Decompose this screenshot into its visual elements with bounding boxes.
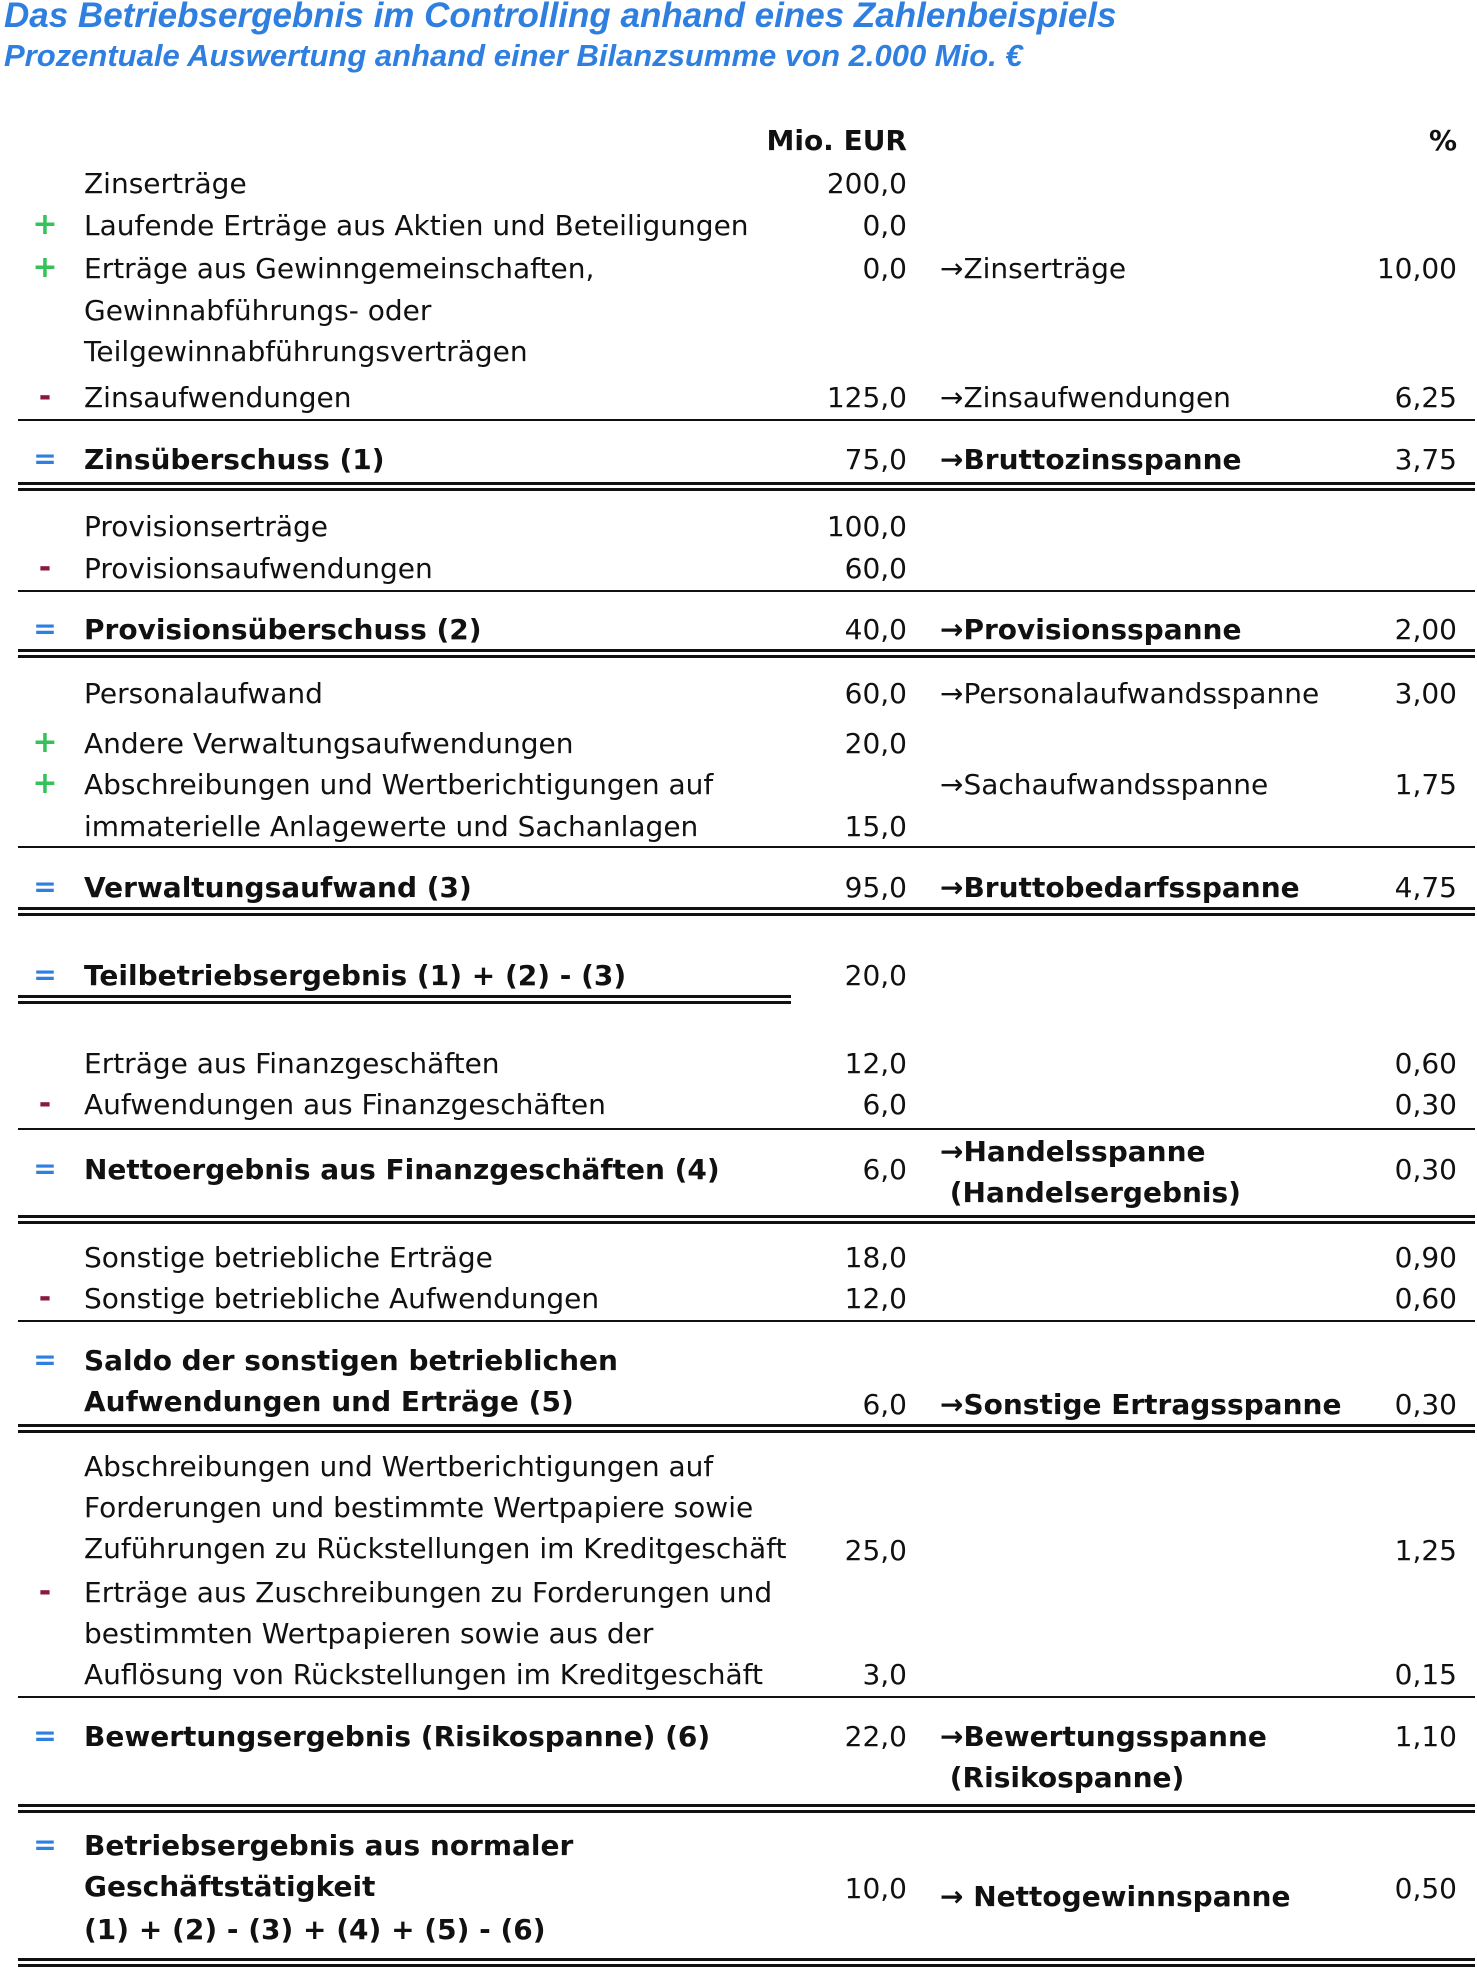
row-label-aufwendungen-finanzgeschaefte: Aufwendungen aus Finanzgeschäften: [84, 1088, 606, 1121]
row-label-abschreibungen-forderungen-3: Zuführungen zu Rückstellungen im Kreditgeschäft: [84, 1532, 787, 1565]
pct-aufwendungen-finanzgeschaefte: 0,30: [1394, 1088, 1457, 1121]
arrow-right-icon: →: [940, 1135, 964, 1168]
row-label-ertraege-finanzgeschaefte: Erträge aus Finanzgeschäften: [84, 1047, 500, 1080]
column-header-percent: %: [1428, 124, 1457, 157]
pct-zuschreibungen: 0,15: [1394, 1658, 1457, 1691]
row-value-saldo-sonstige: 6,0: [862, 1388, 907, 1421]
row-label-gewinngemeinschaften-2: Gewinnabführungs- oder: [84, 294, 432, 327]
arrow-right-icon: →: [940, 677, 964, 710]
double-divider: [18, 1424, 1475, 1433]
pct-zinsaufwendungen: 6,25: [1394, 381, 1457, 414]
kpi-label: Bruttozinsspanne: [963, 443, 1242, 476]
kpi-label: Bruttobedarfsspanne: [963, 871, 1300, 904]
row-value-provisionsueberschuss: 40,0: [844, 613, 907, 646]
row-label-personalaufwand: Personalaufwand: [84, 677, 323, 710]
arrow-right-icon: →: [940, 871, 964, 904]
row-label-bewertungsergebnis: Bewertungsergebnis (Risikospanne) (6): [84, 1720, 711, 1753]
equals-sign: =: [33, 958, 57, 991]
kpi-bewertungsspanne: [940, 1716, 1267, 1757]
row-value-verwaltungsaufwand: 95,0: [844, 871, 907, 904]
kpi-label: Sachaufwandsspanne: [963, 768, 1269, 801]
pct-personalaufwandsspanne: 3,00: [1394, 677, 1457, 710]
divider: [18, 1128, 1475, 1130]
pct-ertraege-finanzgeschaefte: 0,60: [1394, 1047, 1457, 1080]
row-value-abschreibungen-anlagen: 15,0: [844, 810, 907, 843]
row-value-personalaufwand: 60,0: [844, 677, 907, 710]
kpi-provisionsspanne: [940, 609, 1241, 650]
pct-zinsertraege: 10,00: [1376, 252, 1457, 285]
row-value-gewinngemeinschaften: 0,0: [862, 252, 907, 285]
kpi-label: Provisionsspanne: [963, 613, 1242, 646]
kpi-label: Sonstige Ertragsspanne: [963, 1388, 1342, 1421]
row-label-saldo-sonstige-1: Saldo der sonstigen betrieblichen: [84, 1344, 618, 1377]
double-divider: [18, 995, 791, 1004]
row-label-sonstige-ertraege: Sonstige betriebliche Erträge: [84, 1241, 493, 1274]
kpi-zinsertraege: [940, 248, 1126, 289]
page-subtitle: Prozentuale Auswertung anhand einer Bilanzsumme von 2.000 Mio. €: [4, 38, 1023, 73]
row-label-gewinngemeinschaften-1: Erträge aus Gewinngemeinschaften,: [84, 252, 595, 285]
row-label-abschreibungen-anlagen-1: Abschreibungen und Wertberichtigungen auf: [84, 768, 714, 801]
pct-abschreibungen-forderungen: 1,25: [1394, 1534, 1457, 1567]
row-label-laufende-ertraege: Laufende Erträge aus Aktien und Beteiligungen: [84, 209, 749, 242]
arrow-right-icon: →: [940, 1720, 964, 1753]
arrow-right-icon: →: [940, 1880, 964, 1913]
row-label-provisionsaufwendungen: Provisionsaufwendungen: [84, 552, 433, 585]
arrow-right-icon: →: [940, 443, 964, 476]
row-label-verwaltungsaufwand: Verwaltungsaufwand (3): [84, 871, 472, 904]
page-title: Das Betriebsergebnis im Controlling anhand eines Zahlenbeispiels: [4, 0, 1117, 35]
row-value-sonstige-aufwendungen: 12,0: [844, 1282, 907, 1315]
row-value-bewertungsergebnis: 22,0: [844, 1720, 907, 1753]
row-label-abschreibungen-forderungen-1: Abschreibungen und Wertberichtigungen auf: [84, 1450, 714, 1483]
pct-bewertungsspanne: 1,10: [1394, 1720, 1457, 1753]
double-divider: [18, 482, 1475, 491]
kpi-bruttobedarfsspanne: [940, 867, 1300, 908]
pct-handelsspanne: 0,30: [1394, 1153, 1457, 1186]
row-label-zuschreibungen-2: bestimmten Wertpapieren sowie aus der: [84, 1617, 654, 1650]
divider: [18, 846, 1475, 848]
kpi-label: (Risikospanne): [949, 1761, 1185, 1794]
row-value-nettoergebnis-finanzgeschaefte: 6,0: [862, 1153, 907, 1186]
equals-sign: =: [33, 1719, 57, 1752]
minus-sign: -: [38, 1086, 52, 1121]
row-value-abschreibungen-forderungen: 25,0: [844, 1534, 907, 1567]
arrow-right-icon: →: [940, 613, 964, 646]
row-label-teilbetriebsergebnis: Teilbetriebsergebnis (1) + (2) - (3): [84, 959, 627, 992]
kpi-sonstige-ertragsspanne: [940, 1384, 1341, 1425]
row-value-andere-verwaltungsaufwendungen: 20,0: [844, 727, 907, 760]
row-value-zinsaufwendungen: 125,0: [826, 381, 907, 414]
row-label-provisionsueberschuss: Provisionsüberschuss (2): [84, 613, 482, 646]
row-label-abschreibungen-forderungen-2: Forderungen und bestimmte Wertpapiere sowie: [84, 1491, 754, 1524]
row-label-betriebsergebnis-3: (1) + (2) - (3) + (4) + (5) - (6): [84, 1913, 546, 1946]
pct-sonstige-ertragsspanne: 0,30: [1394, 1388, 1457, 1421]
double-divider: [18, 1215, 1475, 1224]
row-label-provisionsertraege: Provisionserträge: [84, 510, 328, 543]
kpi-nettogewinnspanne: [940, 1876, 1290, 1917]
kpi-label: Handelsspanne: [963, 1135, 1206, 1168]
pct-sachaufwandsspanne: 1,75: [1394, 768, 1457, 801]
minus-sign: -: [38, 1574, 52, 1609]
column-header-amount: Mio. EUR: [766, 124, 907, 157]
row-value-zinsueberschuss: 75,0: [844, 443, 907, 476]
equals-sign: =: [33, 1828, 57, 1861]
kpi-handelsergebnis: [940, 1172, 1241, 1213]
pct-bruttobedarfsspanne: 4,75: [1394, 871, 1457, 904]
row-label-betriebsergebnis-2: Geschäftstätigkeit: [84, 1870, 376, 1903]
row-label-nettoergebnis-finanzgeschaefte: Nettoergebnis aus Finanzgeschäften (4): [84, 1153, 720, 1186]
equals-sign: =: [33, 870, 57, 903]
row-label-gewinngemeinschaften-3: Teilgewinnabführungsverträgen: [84, 335, 528, 368]
kpi-bruttozinsspanne: [940, 439, 1242, 480]
row-value-zuschreibungen: 3,0: [862, 1658, 907, 1691]
kpi-personalaufwandsspanne: [940, 673, 1319, 714]
row-value-aufwendungen-finanzgeschaefte: 6,0: [862, 1088, 907, 1121]
row-value-provisionsaufwendungen: 60,0: [844, 552, 907, 585]
row-label-zinsertraege: Zinserträge: [84, 167, 247, 200]
kpi-handelsspanne: [940, 1131, 1206, 1172]
pct-sonstige-aufwendungen: 0,60: [1394, 1282, 1457, 1315]
kpi-label: Zinserträge: [963, 252, 1127, 285]
row-value-provisionsertraege: 100,0: [826, 510, 907, 543]
kpi-label: Nettogewinnspanne: [963, 1880, 1291, 1913]
kpi-label: Personalaufwandsspanne: [963, 677, 1320, 710]
row-value-teilbetriebsergebnis: 20,0: [844, 959, 907, 992]
plus-sign: +: [32, 250, 58, 285]
divider: [18, 590, 1475, 592]
minus-sign: -: [38, 550, 52, 585]
equals-sign: =: [33, 1152, 57, 1185]
row-label-andere-verwaltungsaufwendungen: Andere Verwaltungsaufwendungen: [84, 727, 574, 760]
pct-sonstige-ertraege: 0,90: [1394, 1241, 1457, 1274]
plus-sign: +: [32, 725, 58, 760]
row-label-zuschreibungen-3: Auflösung von Rückstellungen im Kreditgeschäft: [84, 1658, 764, 1691]
pct-nettogewinnspanne: 0,50: [1394, 1872, 1457, 1905]
row-value-betriebsergebnis: 10,0: [844, 1872, 907, 1905]
divider: [18, 1696, 1475, 1698]
double-divider: [18, 907, 1475, 916]
equals-sign: =: [33, 612, 57, 645]
kpi-risikospanne: [940, 1757, 1184, 1798]
row-value-sonstige-ertraege: 18,0: [844, 1241, 907, 1274]
row-label-betriebsergebnis-1: Betriebsergebnis aus normaler: [84, 1829, 574, 1862]
kpi-label: Bewertungsspanne: [963, 1720, 1267, 1753]
minus-sign: -: [38, 379, 52, 414]
arrow-right-icon: →: [940, 768, 964, 801]
arrow-right-icon: →: [940, 1388, 964, 1421]
row-value-ertraege-finanzgeschaefte: 12,0: [844, 1047, 907, 1080]
row-label-saldo-sonstige-2: Aufwendungen und Erträge (5): [84, 1385, 574, 1418]
row-value-zinsertraege: 200,0: [826, 167, 907, 200]
divider: [18, 419, 1475, 421]
double-divider: [18, 1958, 1475, 1967]
row-label-sonstige-aufwendungen: Sonstige betriebliche Aufwendungen: [84, 1282, 600, 1315]
pct-provisionsspanne: 2,00: [1394, 613, 1457, 646]
plus-sign: +: [32, 766, 58, 801]
plus-sign: +: [32, 207, 58, 242]
kpi-sachaufwandsspanne: [940, 764, 1268, 805]
pct-bruttozinsspanne: 3,75: [1394, 443, 1457, 476]
arrow-right-icon: →: [940, 252, 964, 285]
double-divider: [18, 1804, 1475, 1813]
row-value-laufende-ertraege: 0,0: [862, 209, 907, 242]
arrow-right-icon: →: [940, 381, 964, 414]
minus-sign: -: [38, 1280, 52, 1315]
divider: [18, 1320, 1475, 1322]
row-label-abschreibungen-anlagen-2: immaterielle Anlagewerte und Sachanlagen: [84, 810, 699, 843]
kpi-label: Zinsaufwendungen: [963, 381, 1231, 414]
kpi-zinsaufwendungen: [940, 377, 1231, 418]
row-label-zinsueberschuss: Zinsüberschuss (1): [84, 443, 385, 476]
kpi-label: (Handelsergebnis): [949, 1176, 1241, 1209]
equals-sign: =: [33, 1343, 57, 1376]
row-label-zinsaufwendungen: Zinsaufwendungen: [84, 381, 352, 414]
double-divider: [18, 649, 1475, 658]
row-label-zuschreibungen-1: Erträge aus Zuschreibungen zu Forderungen und: [84, 1576, 773, 1609]
equals-sign: =: [33, 442, 57, 475]
